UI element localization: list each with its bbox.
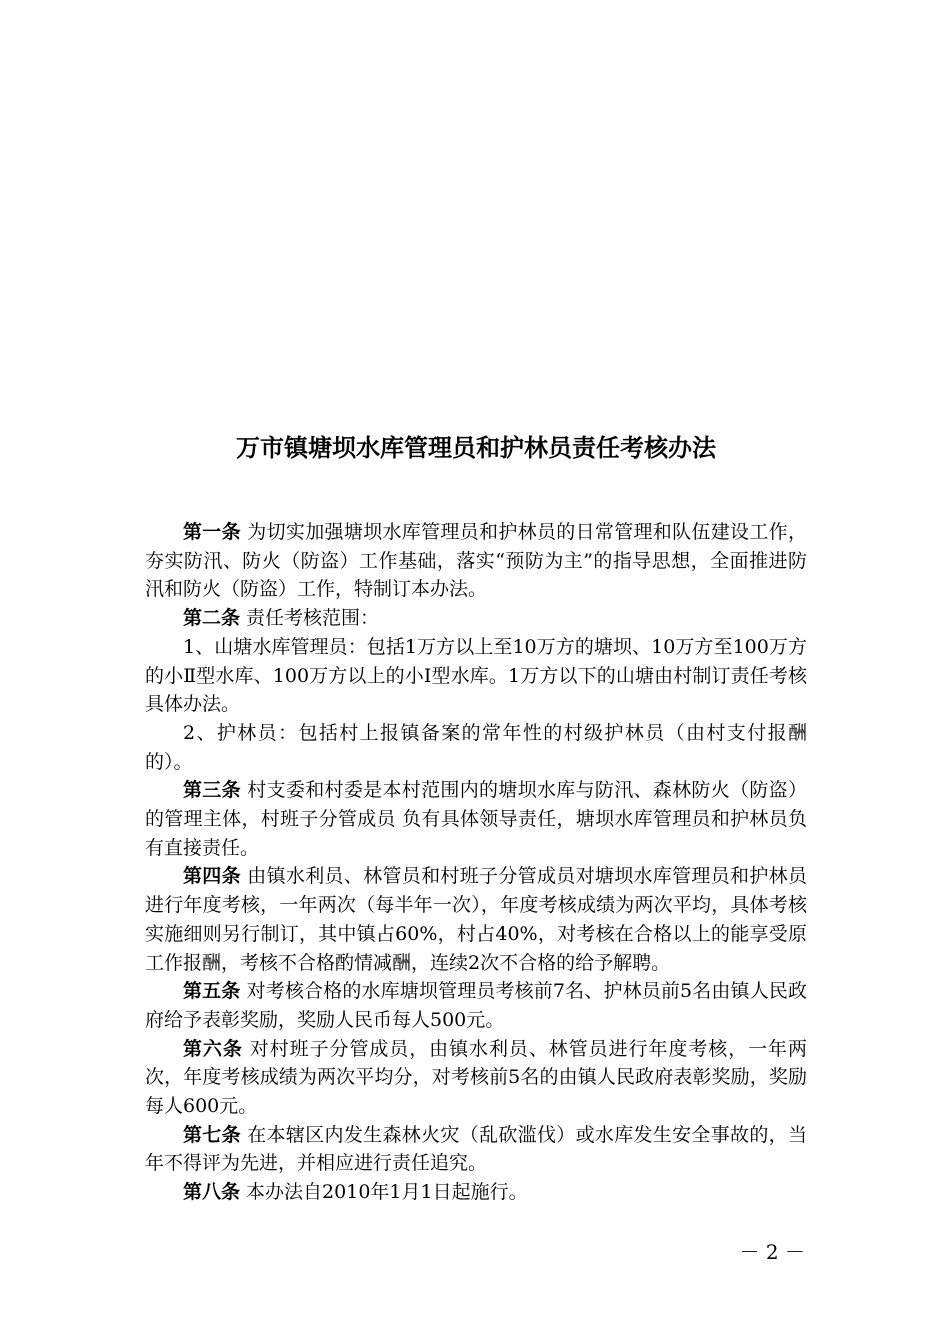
article-7-head: 第七条 [183,1123,241,1146]
article-2-head: 第二条 [183,607,241,630]
article-5-head: 第五条 [183,980,241,1003]
page-number: － 2 － [739,1240,805,1264]
article-3-head: 第三条 [183,779,241,802]
article-1 [145,518,807,604]
article-2-item-2-text: 2、护林员：包括村上报镇备案的常年性的村级护林员（由村支付报酬的）。 [145,721,807,773]
article-5-text: 对考核合格的水库塘坝管理员考核前7名、护林员前5名由镇人民政府给予表彰奖励，奖励人民币每人500元。 [145,980,807,1031]
article-1-head: 第一条 [183,521,241,543]
article-2-item-2 [145,719,807,776]
article-2 [145,604,807,633]
article-1-text: 为切实加强塘坝水库管理员和护林员的日常管理和队伍建设工作，夯实防汛、防火（防盗）工作基础，落实“预防为主”的指导思想，全面推进防汛和防火（防盗）工作，特制订本办法。 [145,521,807,601]
document-title: 万市镇塘坝水库管理员和护林员责任考核办法 [236,433,716,462]
article-3-text: 村支委和村委是本村范围内的塘坝水库与防汛、森林防火（防盗）的管理主体，村班子分管成员 负有具体领导责任，塘坝水库管理员和护林员负有直接责任。 [145,779,807,859]
document-body [145,518,807,1207]
article-2-item-1 [145,633,807,719]
article-4 [145,862,807,977]
article-6-text: 对村班子分管成员，由镇水利员、林管员进行年度考核，一年两次，年度考核成绩为两次平均分，对考核前5名的由镇人民政府表彰奖励，奖励每人600元。 [145,1037,807,1118]
article-2-text: 责任考核范围： [240,607,380,630]
article-8 [145,1178,807,1207]
article-2-item-1-text: 1、山塘水库管理员：包括1万方以上至10万方的塘坝、10万方至100万方的小Ⅱ型水库、100万方以上的小Ⅰ型水库。1万方以下的山塘由村制订责任考核具体办法。 [145,635,807,716]
article-5 [145,977,807,1034]
article-4-text: 由镇水利员、林管员和村班子分管成员对塘坝水库管理员和护林员进行年度考核，一年两次（每半年一次），年度考核成绩为两次平均，具体考核实施细则另行制订，其中镇占60%，村占40%，对考核在合格以上的能享受原工作报酬，考核不合格酌情减酬，连续2次不合格的给予解聘。 [145,865,807,974]
article-6 [145,1035,807,1121]
article-8-text: 本办法自2010年1月1日起施行。 [240,1181,528,1204]
article-8-head: 第八条 [183,1181,241,1204]
article-6-head: 第六条 [183,1037,243,1060]
article-7-text: 在本辖区内发生森林火灾（乱砍滥伐）或水库发生安全事故的，当年不得评为先进，并相应进行责任追究。 [145,1123,807,1175]
article-7 [145,1121,807,1178]
article-3 [145,776,807,862]
article-4-head: 第四条 [183,865,241,888]
